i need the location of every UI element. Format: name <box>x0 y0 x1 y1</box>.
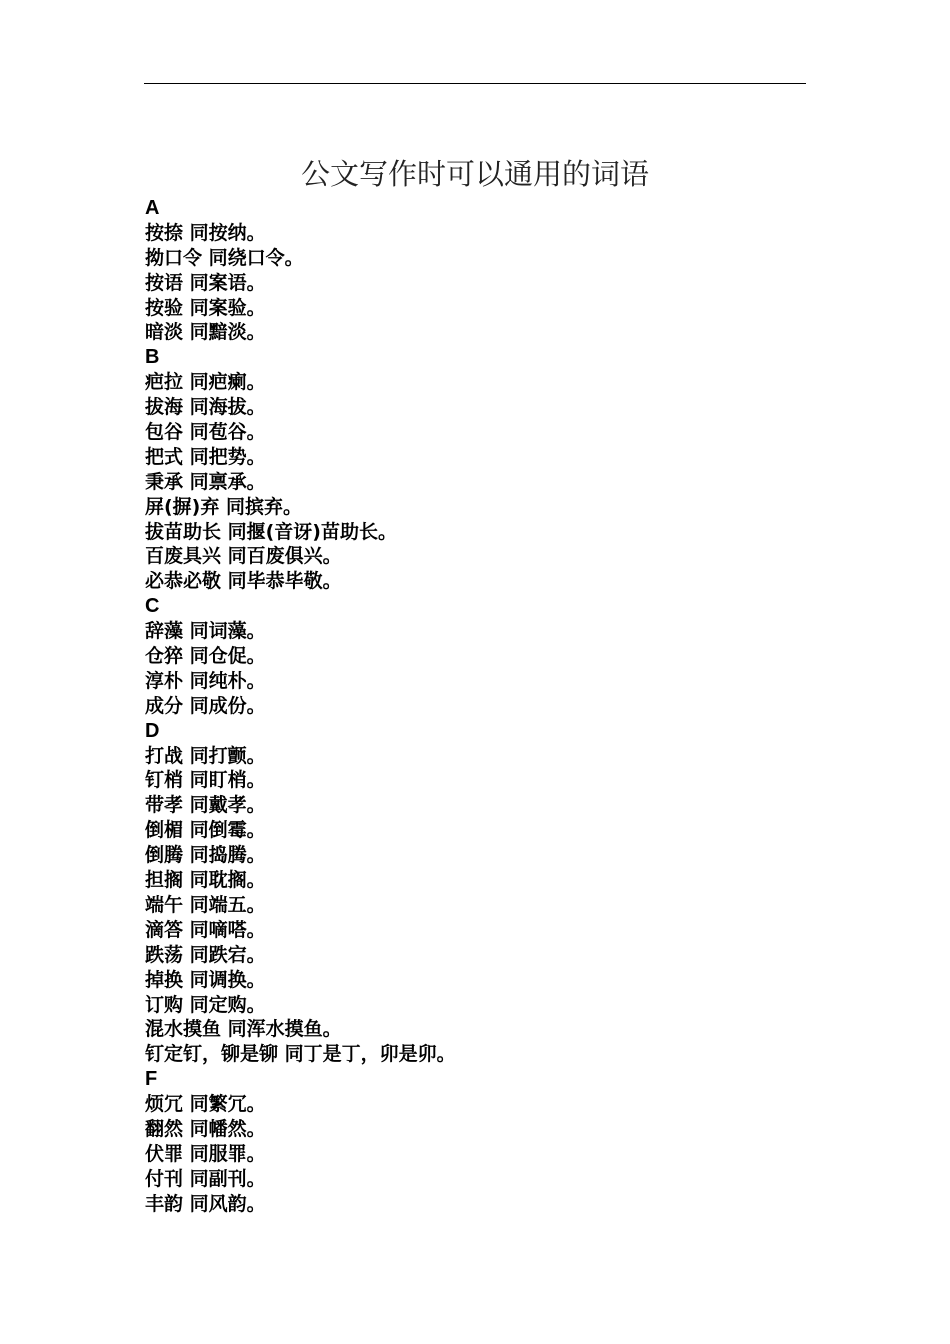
section-letter-d: D <box>145 719 160 742</box>
entry: 辞藻 同词藻。 <box>145 620 266 643</box>
entry: 丰韵 同风韵。 <box>145 1192 266 1215</box>
entry: 百废具兴 同百废俱兴。 <box>145 545 342 568</box>
entry: 按语 同案语。 <box>145 271 266 294</box>
section-letter-b: B <box>145 346 160 369</box>
entry: 暗淡 同黯淡。 <box>145 321 266 344</box>
entry: 混水摸鱼 同浑水摸鱼。 <box>145 1018 342 1041</box>
document-title: 公文写作时可以通用的词语 <box>300 157 649 191</box>
entry: 钉定钉，铆是铆 同丁是丁，卯是卯。 <box>145 1043 456 1066</box>
entry: 必恭必敬 同毕恭毕敬。 <box>145 570 342 593</box>
section-letter-a: A <box>145 197 160 219</box>
entry: 带孝 同戴孝。 <box>145 794 266 817</box>
entry: 成分 同成份。 <box>145 694 266 717</box>
header-rule <box>144 83 806 84</box>
section-letter-f: F <box>145 1068 158 1091</box>
entry: 按验 同案验。 <box>145 296 266 319</box>
entry: 秉承 同禀承。 <box>145 470 266 493</box>
entry: 拔苗助长 同揠(音讶)苗助长。 <box>145 520 397 543</box>
entry: 付刊 同副刊。 <box>145 1167 266 1190</box>
entry: 倒楣 同倒霉。 <box>145 819 266 842</box>
section-letter-c: C <box>145 595 160 618</box>
entry: 包谷 同苞谷。 <box>145 421 266 444</box>
entry: 担搁 同耽搁。 <box>145 869 266 892</box>
entry: 滴答 同嘀嗒。 <box>145 918 266 941</box>
entry: 把式 同把势。 <box>145 445 266 468</box>
entry: 订购 同定购。 <box>145 993 266 1016</box>
entry: 按捺 同按纳。 <box>145 221 266 244</box>
entry: 疤拉 同疤瘌。 <box>145 371 266 394</box>
entry: 拗口令 同绕口令。 <box>145 246 304 269</box>
entry: 翻然 同幡然。 <box>145 1117 266 1140</box>
entry: 钉梢 同盯梢。 <box>145 769 266 792</box>
entry: 屏(摒)弃 同摈弃。 <box>145 495 302 518</box>
entry: 淳朴 同纯朴。 <box>145 669 266 692</box>
entry: 跌荡 同跌宕。 <box>145 943 266 966</box>
entry: 伏罪 同服罪。 <box>145 1142 266 1165</box>
entry: 拔海 同海拔。 <box>145 396 266 419</box>
entry: 烦冗 同繁冗。 <box>145 1093 266 1116</box>
entry: 倒腾 同捣腾。 <box>145 844 266 867</box>
entry: 仓猝 同仓促。 <box>145 645 266 668</box>
entry: 打战 同打颤。 <box>145 744 266 767</box>
entry: 端午 同端五。 <box>145 893 266 916</box>
entry-list <box>145 196 805 1217</box>
entry: 掉换 同调换。 <box>145 968 266 991</box>
